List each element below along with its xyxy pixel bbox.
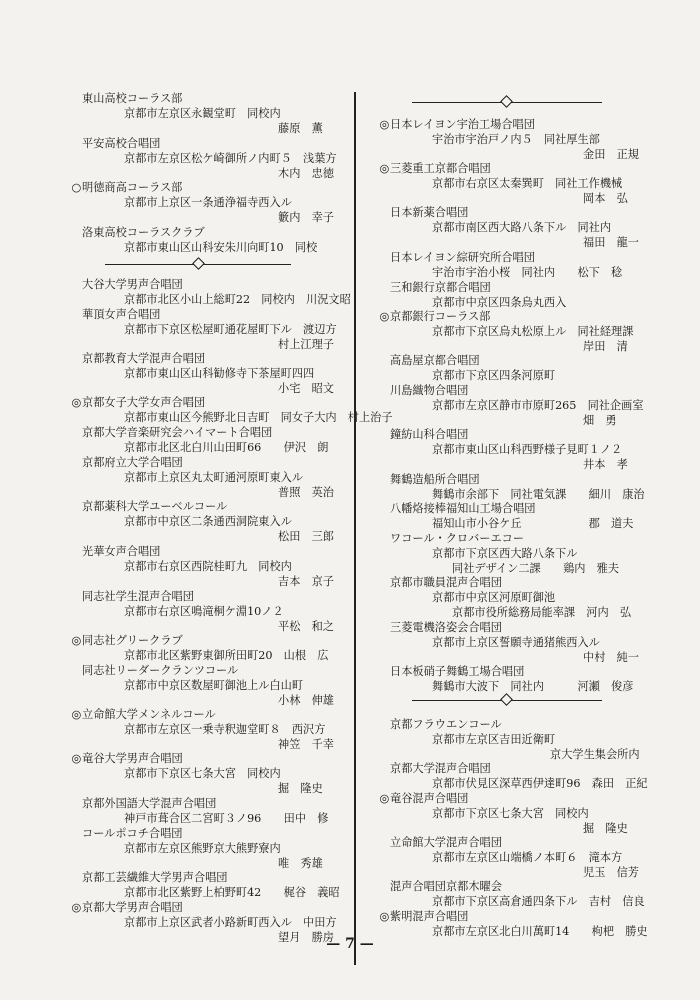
directory-line	[432, 895, 645, 909]
directory-line	[390, 836, 502, 850]
entry-text: 京都市下京区西大路八条下ル	[432, 547, 578, 560]
entry-text: 八幡烙接棒福知山工場合唱団	[390, 502, 536, 515]
directory-line	[432, 851, 622, 865]
directory-line	[82, 426, 272, 440]
entry-text: 高島屋京都合唱団	[390, 354, 480, 367]
entry-text: 京都銀行コーラス部	[390, 310, 491, 323]
directory-line	[432, 733, 555, 747]
directory-line	[390, 718, 502, 732]
entry-text: 京都市右京区西院桂町九 同校内	[124, 560, 292, 573]
directory-line	[124, 441, 328, 455]
directory-line	[124, 649, 328, 663]
entry-text: 京都市上京区丸太町通河原町東入ル	[124, 471, 304, 484]
entry-text: 京都市北区小山上総町22 同校内 川況文昭	[124, 293, 351, 306]
directory-line	[71, 708, 216, 722]
diamond-ornament-icon	[192, 257, 205, 270]
entry-text: 木内 忠徳	[278, 167, 334, 180]
entry-text: 吉本 京子	[278, 575, 334, 588]
entry-text: 京都市上京区一条通浄福寺西入ル	[124, 196, 292, 209]
directory-line	[583, 236, 639, 250]
directory-line	[71, 901, 183, 915]
entry-text: 京都市中京区二条通西洞院東入ル	[124, 515, 292, 528]
entry-text: 福知山市小谷ケ丘 郡 道夫	[432, 517, 634, 530]
directory-line	[124, 323, 337, 337]
directory-line	[124, 723, 325, 737]
directory-line	[432, 399, 644, 413]
directory-line	[82, 500, 227, 514]
directory-line	[278, 620, 334, 634]
entry-text: 同志社グリークラブ	[82, 634, 183, 647]
directory-line	[583, 148, 639, 162]
entry-text: 望月 勝房	[278, 931, 334, 944]
directory-line	[124, 767, 281, 781]
entry-text: 京都市東山区今熊野北日吉町 同女子大内 村上治子	[124, 411, 393, 424]
entry-text: 京都市左京区永観堂町 同校内	[124, 107, 281, 120]
marker-icon: ◎	[379, 792, 390, 805]
directory-line	[278, 211, 334, 225]
directory-line	[124, 411, 393, 425]
directory-line	[390, 532, 524, 546]
entry-text: 京都市中京区河原町御池	[432, 591, 556, 604]
directory-line	[432, 547, 577, 561]
entry-text: 舞鶴市大波下 同社内 河瀬 俊彦	[432, 680, 634, 693]
marker-icon: ◎	[71, 634, 82, 647]
entry-text: 京都市左京区松ケ崎御所ノ内町５ 浅葉方	[124, 152, 337, 165]
directory-line	[124, 196, 292, 210]
directory-line	[124, 560, 292, 574]
directory-line	[82, 226, 205, 240]
directory-line	[124, 152, 337, 166]
directory-line	[390, 665, 524, 679]
entry-text: 松田 三郎	[278, 530, 334, 543]
entry-text: 大谷大学男声合唱団	[82, 278, 183, 291]
directory-line	[278, 382, 334, 396]
directory-line	[379, 910, 469, 924]
entry-text: 京都市左京区一乗寺釈迦堂町８ 西沢方	[124, 723, 326, 736]
entry-text: 日本レイヨン綜研究所合唱団	[390, 251, 535, 264]
directory-line	[379, 310, 491, 324]
entry-text: 神笠 千幸	[278, 738, 334, 751]
directory-line	[390, 502, 535, 516]
directory-line	[278, 122, 323, 136]
entry-text: 宇治市宇治戸ノ内５ 同社厚生部	[432, 133, 600, 146]
entry-text: 京都市下京区烏丸松原上ル 同社経理課	[432, 325, 634, 338]
entry-text: 京都市南区西大路八条下ル 同社内	[432, 221, 612, 234]
entry-text: 京都市左京区吉田近衛町	[432, 733, 556, 746]
entry-text: 京都市左京区山端橋ノ本町６ 滝本方	[432, 851, 623, 864]
marker-icon: ○	[71, 181, 82, 194]
directory-line	[390, 621, 502, 635]
entry-text: 京都市中京区数屋町御池上ル白山町	[124, 679, 304, 692]
directory-line	[432, 325, 633, 339]
entry-text: 立命館大学混声合唱団	[390, 836, 502, 849]
directory-line	[550, 748, 640, 762]
directory-line	[124, 916, 337, 930]
entry-text: 京都薬科大学ユーベルコール	[82, 500, 228, 513]
directory-line	[278, 338, 334, 352]
directory-line	[390, 206, 468, 220]
directory-line	[432, 296, 566, 310]
entry-text: 唯 秀雄	[278, 857, 323, 870]
directory-line	[432, 221, 611, 235]
entry-text: 京都市左京区熊野京大熊野寮内	[124, 842, 281, 855]
directory-line	[278, 694, 334, 708]
entry-text: 京都市右京区太秦巽町 同社工作機械	[432, 177, 623, 190]
entry-text: 同志社リーダークランツコール	[82, 664, 239, 677]
directory-line	[82, 797, 216, 811]
directory-line	[71, 752, 183, 766]
entry-text: 京都市上京区誓願寺通猪熊西入ル	[432, 636, 600, 649]
entry-text: 日本板硝子舞鶴工場合唱団	[390, 665, 525, 678]
directory-line	[452, 606, 631, 620]
directory-line	[432, 591, 555, 605]
directory-line	[432, 443, 622, 457]
directory-line	[432, 488, 645, 502]
entry-text: 京都市職員混声合唱団	[390, 576, 502, 589]
directory-line	[583, 458, 628, 472]
directory-line	[390, 281, 491, 295]
entry-text: 掘 隆史	[278, 782, 323, 795]
marker-icon: ◎	[71, 752, 82, 765]
entry-text: 京都市北区紫野上柏野町42 梶谷 義昭	[124, 886, 340, 899]
diamond-ornament-icon	[500, 95, 513, 108]
directory-line	[583, 822, 628, 836]
entry-text: 宇治市宇治小桜 同社内 松下 稔	[432, 266, 623, 279]
entry-text: 鐘紡山科合唱団	[390, 428, 469, 441]
directory-line	[82, 827, 182, 841]
directory-line	[278, 575, 334, 589]
entry-text: 児玉 信芳	[583, 866, 639, 879]
entry-text: 京都市下京区七条大宮 同校内	[432, 807, 589, 820]
entry-text: 京都教育大学混声合唱団	[82, 352, 206, 365]
entry-text: 東山高校コーラス部	[82, 92, 183, 105]
directory-line	[452, 562, 619, 576]
directory-line	[82, 456, 183, 470]
directory-line	[432, 777, 648, 791]
directory-line	[583, 866, 639, 880]
directory-line	[124, 107, 281, 121]
entry-text: 小宅 昭文	[278, 382, 334, 395]
directory-line	[82, 92, 182, 106]
entry-text: 京都市右京区鳴滝桐ケ淵10ノ２	[124, 605, 284, 618]
entry-text: 京都外国語大学混声合唱団	[82, 797, 217, 810]
entry-text: 岡本 弘	[583, 192, 628, 205]
directory-line	[390, 354, 480, 368]
entry-text: 籔内 幸子	[278, 211, 334, 224]
entry-text: 舞鶴市余部下 同社電気課 細川 康治	[432, 488, 645, 501]
directory-line	[390, 762, 491, 776]
directory-line	[124, 471, 303, 485]
entry-text: 洛東高校コーラスクラブ	[82, 226, 205, 239]
directory-line	[82, 137, 160, 151]
directory-line	[278, 738, 334, 752]
entry-text: コールポコチ合唱団	[82, 827, 183, 840]
directory-line	[432, 680, 633, 694]
directory-line	[278, 857, 323, 871]
column-divider	[354, 92, 356, 965]
page-number: — 7 —	[326, 936, 374, 952]
directory-line	[390, 473, 480, 487]
entry-text: 京都市北区紫野東御所田町20 山根 広	[124, 649, 329, 662]
entry-text: 京都市役所総務局能率課 河内 弘	[452, 606, 632, 619]
directory-line	[379, 162, 491, 176]
directory-line	[432, 517, 633, 531]
entry-text: 川島織物合唱団	[390, 384, 469, 397]
entry-text: 京都市上京区武者小路新町西入ル 中田方	[124, 916, 337, 929]
entry-text: 京都市伏見区深草西伊達町96 森田 正紀	[432, 777, 648, 790]
entry-text: 紫明混声合唱団	[390, 910, 469, 923]
directory-line	[583, 651, 639, 665]
entry-text: 神戸市葺合区二宮町３ノ96 田中 修	[124, 812, 329, 825]
entry-text: 福田 龍一	[583, 236, 639, 249]
entry-text: 畑 勇	[583, 414, 617, 427]
marker-icon: ◎	[379, 310, 390, 323]
entry-text: 三和銀行京都合唱団	[390, 281, 491, 294]
directory-line	[432, 369, 555, 383]
entry-text: 京都市下京区四条河原町	[432, 369, 556, 382]
entry-text: 京都大学混声合唱団	[390, 762, 491, 775]
entry-text: 京都女子大学女声合唱団	[82, 396, 206, 409]
directory-line	[124, 605, 284, 619]
directory-line	[432, 807, 589, 821]
directory-line	[82, 308, 160, 322]
entry-text: 京大学生集会所内	[550, 748, 640, 761]
entry-text: 三菱電機洛姿会合唱団	[390, 621, 502, 634]
directory-line	[124, 812, 328, 826]
entry-text: 掘 隆史	[583, 822, 628, 835]
entry-text: 平松 和之	[278, 620, 334, 633]
entry-text: 京都市北区北白川山田町66 伊沢 朗	[124, 441, 329, 454]
directory-line	[583, 192, 628, 206]
directory-line	[124, 241, 317, 255]
entry-text: 同社デザイン二課 鶏内 雅夫	[452, 562, 620, 575]
entry-text: 京都市東山区山科安朱川向町10 同校	[124, 241, 318, 254]
entry-text: 光華女声合唱団	[82, 545, 161, 558]
entry-text: 京都工芸繊維大学男声合唱団	[82, 871, 228, 884]
entry-text: 井本 孝	[583, 458, 628, 471]
entry-text: 岸田 清	[583, 340, 628, 353]
directory-line	[82, 590, 194, 604]
directory-line	[82, 278, 183, 292]
directory-line	[379, 792, 469, 806]
entry-text: 京都市下京区七条大宮 同校内	[124, 767, 281, 780]
directory-line	[390, 576, 502, 590]
entry-text: 舞鶴造船所合唱団	[390, 473, 480, 486]
directory-line	[82, 871, 227, 885]
entry-text: 中村 純一	[583, 651, 639, 664]
directory-line	[278, 486, 334, 500]
directory-line	[278, 167, 334, 181]
directory-line	[432, 636, 600, 650]
entry-text: 京都大学男声合唱団	[82, 901, 183, 914]
entry-text: 京都市中京区四条烏丸西入	[432, 296, 567, 309]
entry-text: 平安高校合唱団	[82, 137, 161, 150]
entry-text: 華頂女声合唱団	[82, 308, 161, 321]
directory-line	[583, 414, 617, 428]
directory-line	[432, 266, 622, 280]
entry-text: 京都市下京区高倉通四条下ル 吉村 信良	[432, 895, 645, 908]
entry-text: 普照 英治	[278, 486, 334, 499]
marker-icon: ◎	[379, 162, 390, 175]
directory-line	[71, 181, 183, 195]
entry-text: 金田 正規	[583, 148, 639, 161]
directory-line	[124, 515, 292, 529]
directory-line	[390, 384, 468, 398]
diamond-ornament-icon	[500, 693, 513, 706]
directory-line	[124, 842, 281, 856]
marker-icon: ◎	[379, 118, 390, 131]
entry-text: 日本レイヨン宇治工場合唱団	[390, 118, 535, 131]
directory-line	[583, 340, 628, 354]
directory-line	[82, 664, 238, 678]
directory-line	[71, 634, 183, 648]
directory-line	[432, 177, 622, 191]
marker-icon: ◎	[71, 396, 82, 409]
directory-line	[124, 293, 351, 307]
directory-line	[124, 886, 340, 900]
entry-text: 同志社学生混声合唱団	[82, 590, 194, 603]
entry-text: 竜谷大学男声合唱団	[82, 752, 183, 765]
directory-line	[82, 545, 160, 559]
entry-text: 小林 伸雄	[278, 694, 334, 707]
entry-text: 京都大学音楽研究会ハイマート合唱団	[82, 426, 273, 439]
entry-text: 京都市東山区山科西野様子見町１ノ２	[432, 443, 623, 456]
entry-text: 竜谷混声合唱団	[390, 792, 469, 805]
directory-line	[390, 880, 502, 894]
directory-line	[82, 352, 205, 366]
directory-line	[124, 679, 303, 693]
entry-text: ワコール・クロバーエコー	[390, 532, 525, 545]
directory-line	[124, 367, 314, 381]
directory-line	[390, 251, 535, 265]
entry-text: 立命館大学メンネルコール	[82, 708, 216, 721]
entry-text: 藤原 薫	[278, 122, 323, 135]
entry-text: 京都市下京区松屋町通花屋町下ル 渡辺方	[124, 323, 337, 336]
entry-text: 京都フラウエンコール	[390, 718, 502, 731]
directory-line	[379, 118, 535, 132]
directory-line	[278, 782, 323, 796]
entry-text: 京都市東山区山科勧修寺下茶屋町四四	[124, 367, 315, 380]
entry-text: 明徳商高コーラス部	[82, 181, 183, 194]
entry-text: 三菱重工京都合唱団	[390, 162, 491, 175]
directory-line	[390, 428, 468, 442]
entry-text: 京都市左京区静市市原町265 同社企画室	[432, 399, 644, 412]
entry-text: 京都府立大学合唱団	[82, 456, 183, 469]
marker-icon: ◎	[71, 901, 82, 914]
directory-line	[432, 133, 600, 147]
entry-text: 京都市左京区北白川萬町14 枸杷 勝史	[432, 925, 648, 938]
directory-line	[71, 396, 206, 410]
entry-text: 混声合唱団京都木曜会	[390, 880, 502, 893]
entry-text: 日本新薬合唱団	[390, 206, 469, 219]
directory-line	[278, 530, 334, 544]
entry-text: 村上江理子	[278, 338, 334, 351]
marker-icon: ◎	[71, 708, 82, 721]
marker-icon: ◎	[379, 910, 390, 923]
